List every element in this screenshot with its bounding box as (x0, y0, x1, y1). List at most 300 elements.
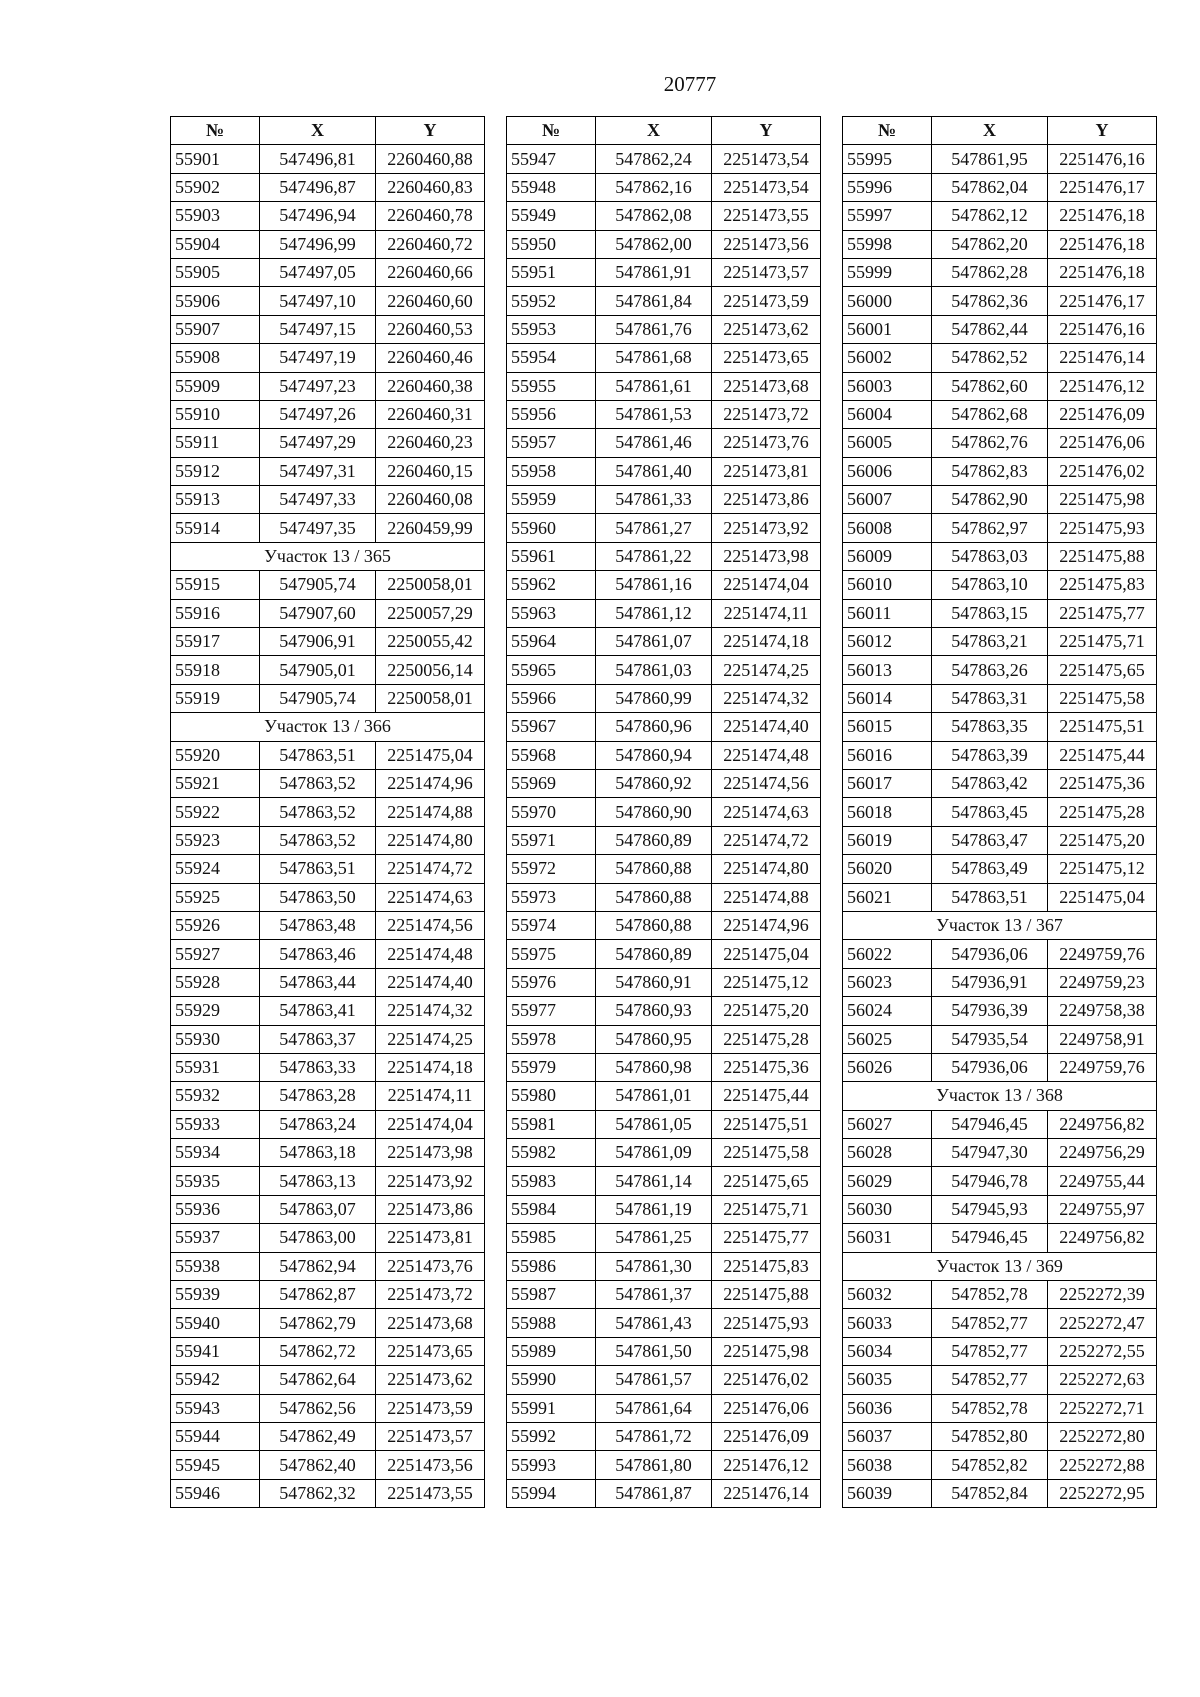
x-coordinate: 547861,50 (596, 1337, 712, 1365)
point-number: 55930 (171, 1025, 260, 1053)
y-coordinate: 2260460,38 (376, 372, 485, 400)
point-number: 55971 (507, 826, 596, 854)
point-number: 55925 (171, 883, 260, 911)
x-coordinate: 547862,60 (932, 372, 1048, 400)
x-coordinate: 547496,99 (260, 230, 376, 258)
y-coordinate: 2251475,04 (1048, 883, 1157, 911)
point-number: 55920 (171, 741, 260, 769)
table-row (843, 486, 1157, 514)
point-number: 55926 (171, 911, 260, 939)
point-number: 56023 (843, 968, 932, 996)
point-number: 55931 (171, 1053, 260, 1081)
point-number: 56009 (843, 542, 932, 570)
x-coordinate: 547497,29 (260, 429, 376, 457)
point-number: 55991 (507, 1394, 596, 1422)
x-coordinate: 547861,37 (596, 1281, 712, 1309)
table-row (843, 713, 1157, 741)
x-coordinate: 547863,51 (260, 741, 376, 769)
y-coordinate: 2251476,12 (712, 1451, 821, 1479)
table-row (843, 542, 1157, 570)
y-coordinate: 2251474,11 (712, 599, 821, 627)
point-number: 56020 (843, 855, 932, 883)
point-number: 55955 (507, 372, 596, 400)
x-coordinate: 547863,41 (260, 997, 376, 1025)
point-number: 56008 (843, 514, 932, 542)
table-row (507, 826, 821, 854)
y-coordinate: 2251473,59 (712, 287, 821, 315)
y-coordinate: 2251475,93 (712, 1309, 821, 1337)
y-coordinate: 2252272,95 (1048, 1479, 1157, 1507)
y-coordinate: 2251475,51 (1048, 713, 1157, 741)
y-coordinate: 2251473,76 (712, 429, 821, 457)
table-row (171, 1082, 485, 1110)
table-row (507, 656, 821, 684)
page-number: 20777 (663, 72, 717, 96)
y-coordinate: 2251474,80 (712, 855, 821, 883)
y-coordinate: 2251475,28 (1048, 798, 1157, 826)
y-coordinate: 2260460,53 (376, 315, 485, 343)
y-coordinate: 2251474,72 (712, 826, 821, 854)
x-coordinate: 547861,64 (596, 1394, 712, 1422)
x-coordinate: 547863,24 (260, 1110, 376, 1138)
header-y: Y (1048, 117, 1157, 145)
table-row (507, 372, 821, 400)
table-row (843, 855, 1157, 883)
x-coordinate: 547852,77 (932, 1309, 1048, 1337)
x-coordinate: 547861,91 (596, 258, 712, 286)
y-coordinate: 2251473,55 (712, 202, 821, 230)
table-row (507, 798, 821, 826)
table-row (507, 1224, 821, 1252)
table-row (507, 429, 821, 457)
table-row (843, 628, 1157, 656)
point-number: 55960 (507, 514, 596, 542)
table-row (843, 429, 1157, 457)
x-coordinate: 547860,88 (596, 855, 712, 883)
y-coordinate: 2252272,55 (1048, 1337, 1157, 1365)
table-row (843, 798, 1157, 826)
y-coordinate: 2251474,48 (712, 741, 821, 769)
point-number: 55913 (171, 486, 260, 514)
table-row (507, 202, 821, 230)
y-coordinate: 2250058,01 (376, 684, 485, 712)
x-coordinate: 547863,00 (260, 1224, 376, 1252)
table-row (507, 1082, 821, 1110)
point-number: 55956 (507, 400, 596, 428)
y-coordinate: 2260460,15 (376, 457, 485, 485)
table-row (171, 684, 485, 712)
x-coordinate: 547860,99 (596, 684, 712, 712)
table-row (843, 997, 1157, 1025)
y-coordinate: 2251474,56 (376, 911, 485, 939)
table-row (843, 1110, 1157, 1138)
x-coordinate: 547862,76 (932, 429, 1048, 457)
table-row (843, 315, 1157, 343)
point-number: 55961 (507, 542, 596, 570)
x-coordinate: 547863,31 (932, 684, 1048, 712)
table-row (843, 741, 1157, 769)
point-number: 55939 (171, 1281, 260, 1309)
point-number: 55910 (171, 400, 260, 428)
table-row (507, 1025, 821, 1053)
x-coordinate: 547862,36 (932, 287, 1048, 315)
x-coordinate: 547860,90 (596, 798, 712, 826)
table-row (171, 1167, 485, 1195)
point-number: 55978 (507, 1025, 596, 1053)
y-coordinate: 2260460,78 (376, 202, 485, 230)
table-row (843, 1167, 1157, 1195)
point-number: 56018 (843, 798, 932, 826)
point-number: 55903 (171, 202, 260, 230)
table-row (843, 287, 1157, 315)
x-coordinate: 547861,14 (596, 1167, 712, 1195)
y-coordinate: 2251474,56 (712, 769, 821, 797)
point-number: 56017 (843, 769, 932, 797)
point-number: 55907 (171, 315, 260, 343)
table-row (171, 400, 485, 428)
y-coordinate: 2252272,39 (1048, 1281, 1157, 1309)
y-coordinate: 2251473,81 (376, 1224, 485, 1252)
table-row (843, 145, 1157, 173)
x-coordinate: 547863,18 (260, 1139, 376, 1167)
point-number: 55951 (507, 258, 596, 286)
table-row (507, 968, 821, 996)
table-row (843, 1053, 1157, 1081)
y-coordinate: 2249756,82 (1048, 1110, 1157, 1138)
table-row (507, 911, 821, 939)
y-coordinate: 2252272,47 (1048, 1309, 1157, 1337)
point-number: 55919 (171, 684, 260, 712)
y-coordinate: 2260460,08 (376, 486, 485, 514)
table-row (171, 486, 485, 514)
table-row (507, 1309, 821, 1337)
y-coordinate: 2251475,58 (712, 1139, 821, 1167)
table-row (843, 940, 1157, 968)
point-number: 55927 (171, 940, 260, 968)
point-number: 55952 (507, 287, 596, 315)
table-header-row (507, 117, 821, 145)
point-number: 56024 (843, 997, 932, 1025)
table-row (843, 258, 1157, 286)
table-row (507, 1337, 821, 1365)
point-number: 55904 (171, 230, 260, 258)
point-number: 55942 (171, 1366, 260, 1394)
x-coordinate: 547863,21 (932, 628, 1048, 656)
point-number: 55946 (171, 1479, 260, 1507)
table-row (171, 741, 485, 769)
point-number: 56007 (843, 486, 932, 514)
x-coordinate: 547860,93 (596, 997, 712, 1025)
y-coordinate: 2260460,60 (376, 287, 485, 315)
y-coordinate: 2251473,55 (376, 1479, 485, 1507)
point-number: 55908 (171, 344, 260, 372)
y-coordinate: 2251476,06 (712, 1394, 821, 1422)
x-coordinate: 547862,00 (596, 230, 712, 258)
table-header-row (171, 117, 485, 145)
point-number: 56036 (843, 1394, 932, 1422)
x-coordinate: 547862,08 (596, 202, 712, 230)
y-coordinate: 2251475,71 (712, 1195, 821, 1223)
y-coordinate: 2251476,17 (1048, 173, 1157, 201)
point-number: 55982 (507, 1139, 596, 1167)
table-row (843, 372, 1157, 400)
table-row (507, 457, 821, 485)
x-coordinate: 547861,95 (932, 145, 1048, 173)
x-coordinate: 547861,30 (596, 1252, 712, 1280)
table-row (843, 571, 1157, 599)
table-row (171, 230, 485, 258)
table-row (171, 1252, 485, 1280)
point-number: 56033 (843, 1309, 932, 1337)
y-coordinate: 2249755,44 (1048, 1167, 1157, 1195)
y-coordinate: 2251474,88 (376, 798, 485, 826)
x-coordinate: 547861,01 (596, 1082, 712, 1110)
y-coordinate: 2250057,29 (376, 599, 485, 627)
x-coordinate: 547946,78 (932, 1167, 1048, 1195)
table-row (843, 1309, 1157, 1337)
x-coordinate: 547946,45 (932, 1110, 1048, 1138)
point-number: 55992 (507, 1422, 596, 1450)
point-number: 55983 (507, 1167, 596, 1195)
table-row (843, 826, 1157, 854)
y-coordinate: 2251476,14 (712, 1479, 821, 1507)
x-coordinate: 547863,13 (260, 1167, 376, 1195)
x-coordinate: 547861,03 (596, 656, 712, 684)
table-row (171, 911, 485, 939)
table-row (171, 1224, 485, 1252)
y-coordinate: 2251476,09 (1048, 400, 1157, 428)
point-number: 55924 (171, 855, 260, 883)
table-row (171, 769, 485, 797)
point-number: 56028 (843, 1139, 932, 1167)
y-coordinate: 2251475,36 (1048, 769, 1157, 797)
y-coordinate: 2251475,83 (1048, 571, 1157, 599)
point-number: 56035 (843, 1366, 932, 1394)
table-row (171, 798, 485, 826)
table-row (843, 1025, 1157, 1053)
point-number: 55985 (507, 1224, 596, 1252)
y-coordinate: 2251473,98 (376, 1139, 485, 1167)
y-coordinate: 2260460,31 (376, 400, 485, 428)
y-coordinate: 2251476,16 (1048, 315, 1157, 343)
point-number: 55990 (507, 1366, 596, 1394)
x-coordinate: 547862,04 (932, 173, 1048, 201)
x-coordinate: 547860,94 (596, 741, 712, 769)
y-coordinate: 2251475,88 (712, 1281, 821, 1309)
y-coordinate: 2249758,91 (1048, 1025, 1157, 1053)
table-row (507, 145, 821, 173)
y-coordinate: 2249759,23 (1048, 968, 1157, 996)
table-row (507, 997, 821, 1025)
y-coordinate: 2251474,96 (712, 911, 821, 939)
x-coordinate: 547861,46 (596, 429, 712, 457)
x-coordinate: 547861,72 (596, 1422, 712, 1450)
coordinate-table-3 (842, 116, 1157, 1508)
y-coordinate: 2251475,12 (1048, 855, 1157, 883)
x-coordinate: 547862,97 (932, 514, 1048, 542)
table-row (843, 344, 1157, 372)
point-number: 55963 (507, 599, 596, 627)
y-coordinate: 2251474,04 (376, 1110, 485, 1138)
x-coordinate: 547861,57 (596, 1366, 712, 1394)
point-number: 56000 (843, 287, 932, 315)
point-number: 56031 (843, 1224, 932, 1252)
point-number: 56019 (843, 826, 932, 854)
y-coordinate: 2249758,38 (1048, 997, 1157, 1025)
y-coordinate: 2251473,57 (712, 258, 821, 286)
table-row (843, 1281, 1157, 1309)
x-coordinate: 547861,84 (596, 287, 712, 315)
point-number: 55902 (171, 173, 260, 201)
y-coordinate: 2252272,63 (1048, 1366, 1157, 1394)
x-coordinate: 547497,35 (260, 514, 376, 542)
y-coordinate: 2251474,18 (712, 628, 821, 656)
point-number: 55970 (507, 798, 596, 826)
x-coordinate: 547861,05 (596, 1110, 712, 1138)
x-coordinate: 547860,88 (596, 883, 712, 911)
table-row (171, 1053, 485, 1081)
table-row (507, 1139, 821, 1167)
point-number: 55995 (843, 145, 932, 173)
section-row (843, 911, 1157, 939)
table-row (171, 1195, 485, 1223)
point-number: 55973 (507, 883, 596, 911)
point-number: 55954 (507, 344, 596, 372)
x-coordinate: 547861,68 (596, 344, 712, 372)
table-row (171, 1366, 485, 1394)
table-row (171, 883, 485, 911)
table-row (507, 1451, 821, 1479)
y-coordinate: 2251474,32 (376, 997, 485, 1025)
y-coordinate: 2251475,58 (1048, 684, 1157, 712)
y-coordinate: 2251474,63 (712, 798, 821, 826)
y-coordinate: 2251473,68 (376, 1309, 485, 1337)
point-number: 55932 (171, 1082, 260, 1110)
point-number: 55977 (507, 997, 596, 1025)
y-coordinate: 2251475,51 (712, 1110, 821, 1138)
table-row (171, 599, 485, 627)
x-coordinate: 547863,47 (932, 826, 1048, 854)
table-row (843, 1224, 1157, 1252)
table-row (171, 571, 485, 599)
table-row (843, 1366, 1157, 1394)
point-number: 55965 (507, 656, 596, 684)
point-number: 55953 (507, 315, 596, 343)
point-number: 55949 (507, 202, 596, 230)
y-coordinate: 2251474,48 (376, 940, 485, 968)
point-number: 56037 (843, 1422, 932, 1450)
y-coordinate: 2251473,81 (712, 457, 821, 485)
section-row (171, 713, 485, 741)
x-coordinate: 547862,79 (260, 1309, 376, 1337)
section-row (843, 1082, 1157, 1110)
point-number: 55972 (507, 855, 596, 883)
y-coordinate: 2260460,46 (376, 344, 485, 372)
table-row (171, 1309, 485, 1337)
header-x: X (932, 117, 1048, 145)
table-row (507, 486, 821, 514)
x-coordinate: 547860,96 (596, 713, 712, 741)
table-row (171, 1479, 485, 1507)
table-row (171, 145, 485, 173)
x-coordinate: 547863,35 (932, 713, 1048, 741)
table-row (843, 202, 1157, 230)
x-coordinate: 547862,40 (260, 1451, 376, 1479)
point-number: 56034 (843, 1337, 932, 1365)
table-row (843, 173, 1157, 201)
table-row (507, 1167, 821, 1195)
x-coordinate: 547861,61 (596, 372, 712, 400)
x-coordinate: 547861,16 (596, 571, 712, 599)
x-coordinate: 547863,49 (932, 855, 1048, 883)
table-row (507, 287, 821, 315)
y-coordinate: 2251475,28 (712, 1025, 821, 1053)
point-number: 55957 (507, 429, 596, 457)
x-coordinate: 547862,16 (596, 173, 712, 201)
x-coordinate: 547497,23 (260, 372, 376, 400)
table-row (507, 258, 821, 286)
x-coordinate: 547863,28 (260, 1082, 376, 1110)
x-coordinate: 547947,30 (932, 1139, 1048, 1167)
point-number: 55964 (507, 628, 596, 656)
point-number: 55912 (171, 457, 260, 485)
point-number: 55945 (171, 1451, 260, 1479)
y-coordinate: 2252272,80 (1048, 1422, 1157, 1450)
table-row (507, 173, 821, 201)
point-number: 55918 (171, 656, 260, 684)
y-coordinate: 2251474,96 (376, 769, 485, 797)
x-coordinate: 547862,52 (932, 344, 1048, 372)
y-coordinate: 2251475,20 (1048, 826, 1157, 854)
y-coordinate: 2251473,62 (712, 315, 821, 343)
y-coordinate: 2251473,65 (712, 344, 821, 372)
x-coordinate: 547852,82 (932, 1451, 1048, 1479)
x-coordinate: 547861,19 (596, 1195, 712, 1223)
table-row (171, 429, 485, 457)
x-coordinate: 547861,40 (596, 457, 712, 485)
point-number: 55934 (171, 1139, 260, 1167)
table-row (171, 514, 485, 542)
y-coordinate: 2251476,18 (1048, 230, 1157, 258)
x-coordinate: 547861,25 (596, 1224, 712, 1252)
x-coordinate: 547861,76 (596, 315, 712, 343)
table-row (507, 1110, 821, 1138)
y-coordinate: 2249755,97 (1048, 1195, 1157, 1223)
point-number: 55974 (507, 911, 596, 939)
x-coordinate: 547905,74 (260, 684, 376, 712)
section-title: Участок 13 / 369 (843, 1252, 1157, 1280)
x-coordinate: 547863,50 (260, 883, 376, 911)
table-row (171, 202, 485, 230)
y-coordinate: 2251476,16 (1048, 145, 1157, 173)
table-row (171, 1110, 485, 1138)
y-coordinate: 2251474,18 (376, 1053, 485, 1081)
y-coordinate: 2251473,76 (376, 1252, 485, 1280)
point-number: 55993 (507, 1451, 596, 1479)
table-row (171, 1451, 485, 1479)
table-row (171, 457, 485, 485)
point-number: 56026 (843, 1053, 932, 1081)
header-y: Y (376, 117, 485, 145)
point-number: 55967 (507, 713, 596, 741)
point-number: 56003 (843, 372, 932, 400)
x-coordinate: 547862,87 (260, 1281, 376, 1309)
y-coordinate: 2260460,66 (376, 258, 485, 286)
x-coordinate: 547936,06 (932, 940, 1048, 968)
point-number: 56027 (843, 1110, 932, 1138)
point-number: 55998 (843, 230, 932, 258)
x-coordinate: 547905,74 (260, 571, 376, 599)
